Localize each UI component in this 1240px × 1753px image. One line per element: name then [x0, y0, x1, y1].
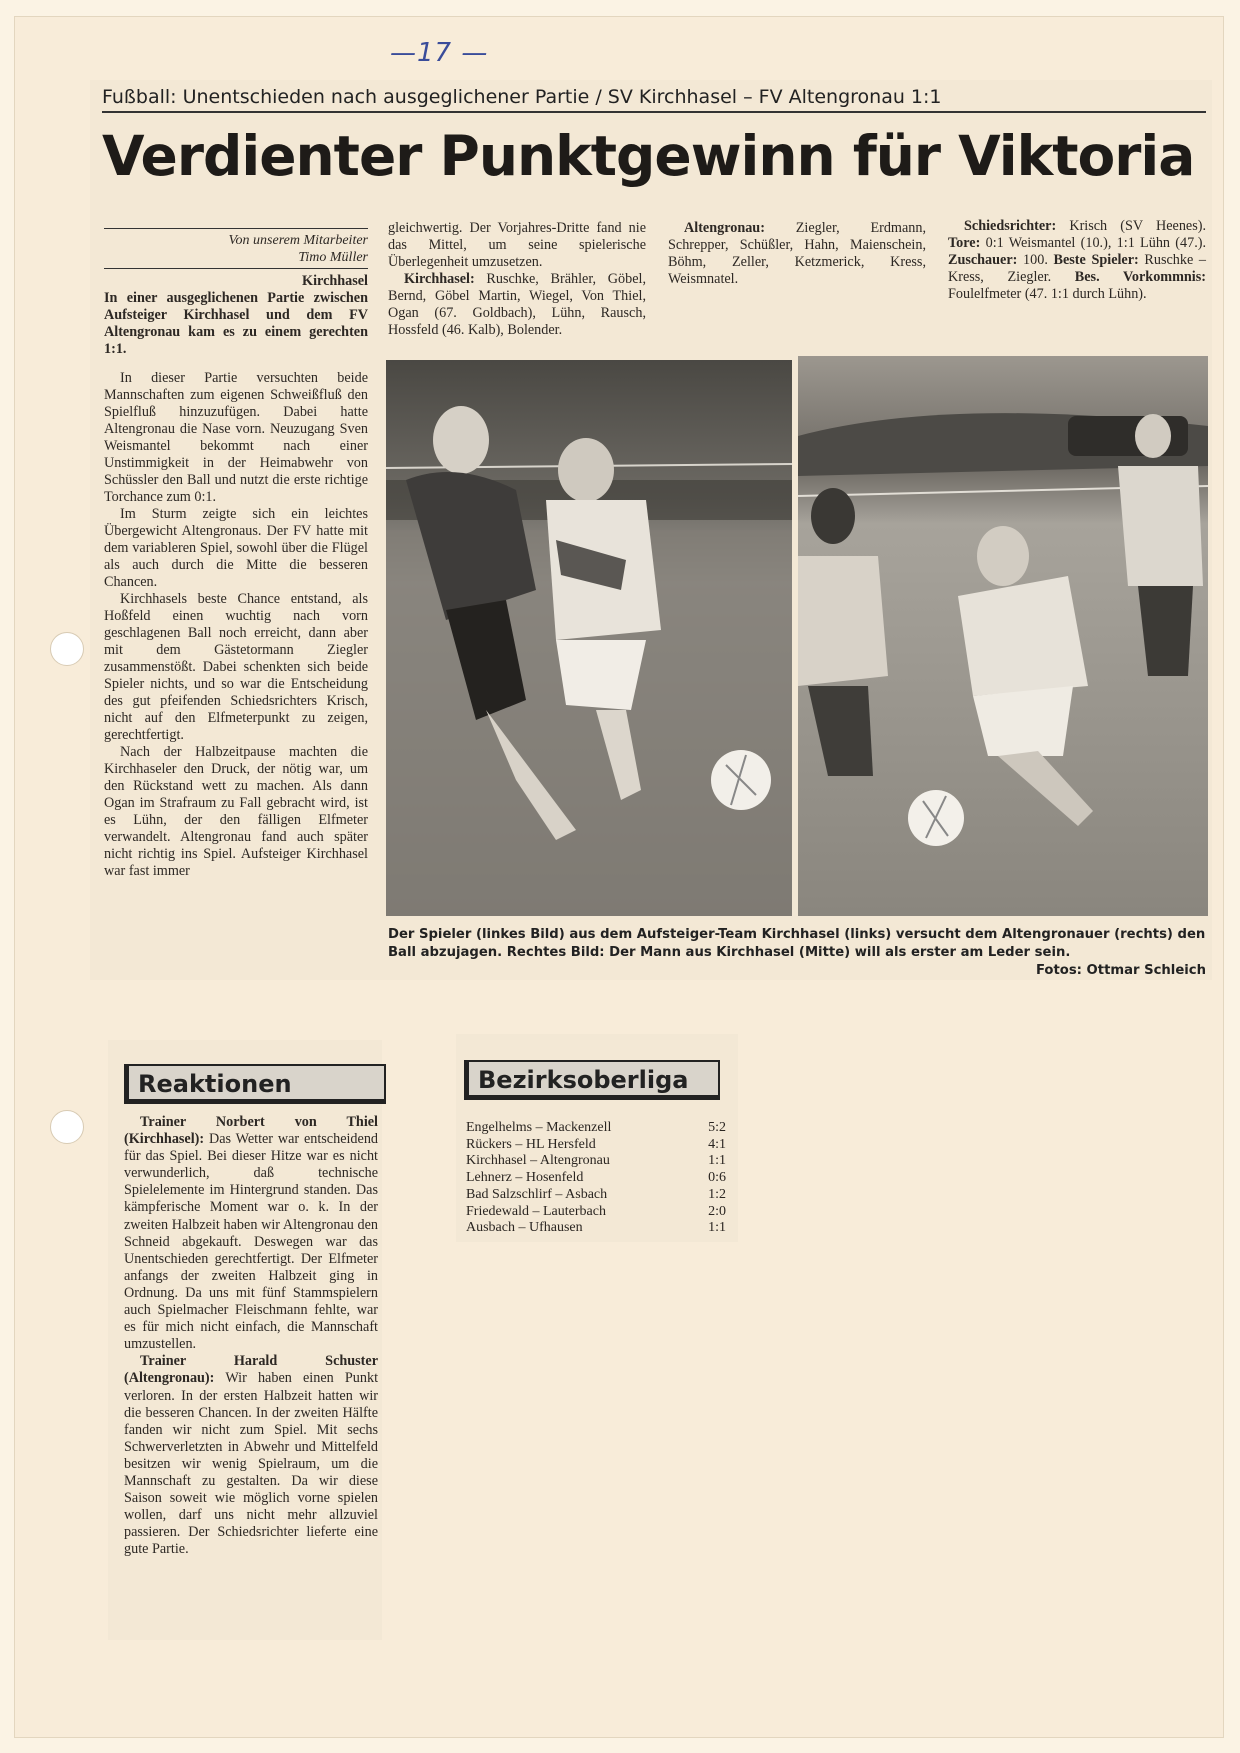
league-results-table: [466, 1120, 726, 1237]
reaction-text-2: Wir haben einen Punkt verloren. In der ersten Halbzeit hatten wir die besseren Chancen. In der zweiten Hälfte fanden wir nicht zum Spiel. Mit sechs Schwerverletzten in Abwehr und Mittelfeld besitzen wir wenig Spielraum, um die Mannschaft zu gestalten. Da wir diese Saison soweit wie möglich vorne spielen wollen, darf uns nicht mehr allzuviel passieren. Der Schiedsrichter lieferte eine gute Partie.: [124, 1370, 379, 1558]
match-teams: Friedewald – Lauterbach: [466, 1203, 606, 1219]
lineup-kirchhasel-label: Kirchhasel:: [404, 271, 475, 287]
lead-paragraph: In einer ausgeglichenen Partie zwischen Aufsteiger Kirchhasel und dem FV Altengronau kam es zu einem gerechten 1:1.: [104, 290, 368, 357]
reaction-text-1: Das Wetter war entscheidend für das Spiel. Bei dieser Hitze war es nicht verwunderlich, daß technische Spielelemente im Hintergrund standen. Das kämpferische Moment war o. k. In der zweiten Halbzeit haben wir Altengronau den Schneid abgekauft. Deswegen war das Unentschieden gerechtfertigt. Der Elfmeter anfangs der zweiten Halbzeit ging in Ordnung. Da uns mit fünf Stammspielern auch Spielmacher Fleischmann fehlte, war es für mich nicht einfach, die Mannschaft umzustellen.: [124, 1131, 379, 1353]
league-result-row: [466, 1153, 726, 1170]
match-teams: Bad Salzschlirf – Asbach: [466, 1186, 608, 1202]
reactions-heading: Reaktionen: [124, 1064, 386, 1104]
lineup-altengronau-label: Altengronau:: [684, 220, 765, 236]
referee-label: Schiedsrichter:: [964, 218, 1057, 234]
punch-hole-top: [50, 632, 84, 666]
body-paragraph-1: In dieser Partie versuchten beide Mannschaften zum eigenen Schweißfluß den Spielfluß hinzuzufügen. Dabei hatte Altengronau die Nase vorn. Neuzugang Sven Weismantel bekommt nach einer Unstimmigkeit in der Heimabwehr von Schüssler den Ball und nutzt die erste richtige Torchance zum 0:1.: [104, 370, 368, 505]
photo-left: [386, 360, 792, 916]
byline-line-1: Von unserem Mitarbeiter: [228, 233, 368, 248]
match-score: 5:2: [708, 1120, 726, 1135]
league-result-row: [466, 1137, 726, 1154]
col2-paragraph: gleichwertig. Der Vorjahres-Dritte fand nie das Mittel, um seine spielerische Überlegenheit umzusetzen.: [388, 220, 646, 270]
match-score: 1:1: [708, 1153, 726, 1169]
dateline: Kirchhasel: [302, 273, 368, 289]
league-result-row: [466, 1170, 726, 1187]
article-column-2: [388, 220, 646, 339]
league-result-row: [466, 1120, 726, 1137]
body-paragraph-2: Im Sturm zeigte sich ein leichtes Übergewicht Altengronaus. Der FV hatte mit dem variableren Spiel, sowohl über die Flügel als auch durch die Mitte die besseren Chancen.: [104, 506, 368, 590]
caption-text: Der Spieler (linkes Bild) aus dem Aufsteiger-Team Kirchhasel (links) versucht dem Altengronauer (rechts) den Ball abzujagen. Rechtes Bild: Der Mann aus Kirchhasel (Mitte) will als erster am Leder sein.: [388, 927, 1206, 960]
photo-right-image: [798, 356, 1208, 916]
byline: [104, 228, 368, 269]
match-score: 1:2: [708, 1186, 726, 1202]
article-column-3: [668, 220, 926, 288]
match-facts-paragraph: [948, 218, 1206, 303]
article-column-1: [104, 228, 368, 880]
lineup-kirchhasel-players: Ruschke, Brähler, Göbel, Bernd, Göbel Martin, Wiegel, Von Thiel, Ogan (67. Goldbach), Lühn, Rausch, Hossfeld (46. Kalb), Bolender.: [388, 271, 646, 338]
punch-hole-bottom: [50, 1110, 84, 1144]
goals: 0:1 Weismantel (10.), 1:1 Lühn (47.).: [985, 235, 1207, 251]
league-result-row: [466, 1187, 726, 1204]
body-paragraph-3: Kirchhasels beste Chance entstand, als Hoßfeld einen wuchtig nach vorn geschlagenen Ball noch erreicht, dann aber mit dem Gästetormann Ziegler zusammenstößt. Dabei schenkten sich beide Spieler nichts, und so war die Entscheidung des gut pfeifenden Schiedsrichters Krisch, nicht auf den Elfmeterpunkt zu zeigen, gerechtfertigt.: [104, 591, 368, 743]
kicker: Fußball: Unentschieden nach ausgeglichener Partie / SV Kirchhasel – FV Altengronau 1:1: [102, 86, 1206, 113]
incidents: Foulelfmeter (47. 1:1 durch Lühn).: [948, 286, 1147, 302]
reactions-text: [124, 1114, 378, 1558]
reaction-quote-1: [124, 1114, 378, 1353]
lineup-kirchhasel: [388, 271, 646, 339]
referee: Krisch (SV Heenes).: [1069, 218, 1207, 234]
photo-left-image: [386, 360, 792, 916]
match-score: 0:6: [708, 1170, 726, 1186]
league-heading: Bezirksoberliga: [464, 1060, 720, 1100]
incidents-label: Bes. Vorkommnis:: [1074, 269, 1206, 285]
match-score: 4:1: [708, 1136, 726, 1152]
league-result-row: [466, 1204, 726, 1221]
match-score: 1:1: [708, 1220, 726, 1236]
match-teams: Ausbach – Ufhausen: [466, 1220, 583, 1236]
spectators-label: Zuschauer:: [948, 252, 1018, 268]
reaction-speaker-2: Trainer Harald Schuster (Altengronau):: [124, 1353, 378, 1387]
page-number: —17 —: [390, 38, 489, 68]
photo-caption: [388, 926, 1206, 980]
reaction-quote-2: [124, 1353, 378, 1558]
byline-author: Timo Müller: [298, 250, 368, 265]
match-facts: [948, 218, 1206, 303]
headline: Verdienter Punktgewinn für Viktoria: [102, 124, 1195, 188]
match-teams: Lehnerz – Hosenfeld: [466, 1170, 584, 1186]
league-result-row: [466, 1220, 726, 1237]
match-teams: Kirchhasel – Altengronau: [466, 1153, 610, 1169]
match-teams: Rückers – HL Hersfeld: [466, 1136, 596, 1152]
match-teams: Engelhelms – Mackenzell: [466, 1120, 612, 1135]
reaction-speaker-1: Trainer Norbert von Thiel (Kirchhasel):: [124, 1114, 378, 1148]
best-players: Ruschke – Kress, Ziegler.: [948, 252, 1207, 285]
lineup-altengronau-players: Ziegler, Erdmann, Schrepper, Schüßler, Hahn, Maienschein, Böhm, Zeller, Ketzmerick, Kress, Weismnatel.: [668, 220, 926, 287]
spectators: 100.: [1023, 252, 1048, 268]
photo-credit: Fotos: Ottmar Schleich: [1035, 963, 1206, 978]
lineup-altengronau: [668, 220, 926, 288]
best-players-label: Beste Spieler:: [1053, 252, 1139, 268]
photo-right: [798, 356, 1208, 916]
goals-label: Tore:: [948, 235, 981, 251]
body-paragraph-4: Nach der Halbzeitpause machten die Kirchhaseler den Druck, der nötig war, um den Rückstand wett zu machen. Als dann Ogan im Strafraum zu Fall gebracht wird, ist es Lühn, der den fälligen Elfmeter verwandelt. Altengronau fand auch später nicht richtig ins Spiel. Aufsteiger Kirchhasel war fast immer: [104, 744, 368, 879]
match-score: 2:0: [708, 1203, 726, 1219]
